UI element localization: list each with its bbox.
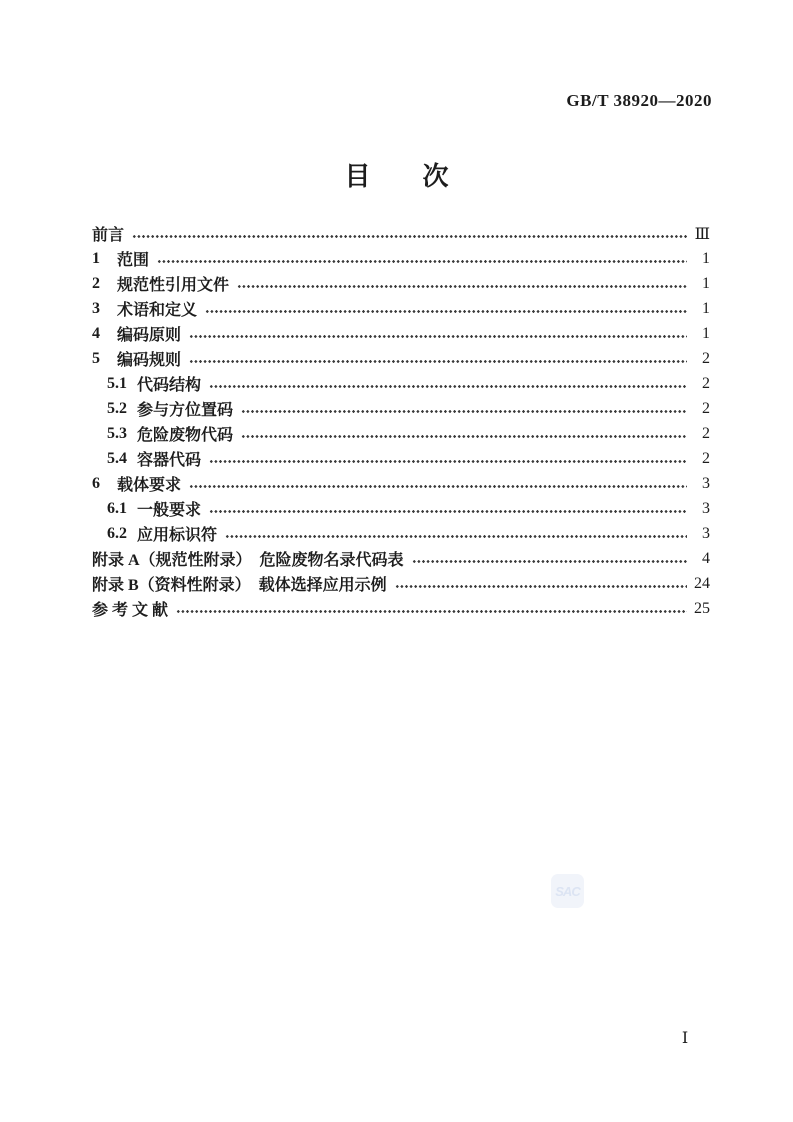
toc-dot-leader: [189, 346, 687, 371]
toc-dot-leader: [395, 571, 687, 596]
toc-entry-page: 1: [702, 274, 710, 292]
toc-entry-number: 1: [92, 249, 100, 267]
toc-dot-leader: [209, 496, 687, 521]
toc-dot-leader: [176, 596, 687, 621]
toc-dot-leader: [237, 271, 687, 296]
toc-entry: [92, 571, 710, 596]
toc-entry: [92, 346, 710, 371]
toc-entry-number: 6.1: [107, 499, 127, 517]
toc-entry-page: 1: [702, 324, 710, 342]
toc-entry-number: 5.4: [107, 449, 127, 467]
toc-dot-leader: [209, 446, 687, 471]
toc-entry: [92, 371, 710, 396]
toc-entry-label: 编码原则: [117, 327, 182, 344]
toc-entry: [92, 496, 710, 521]
toc-entry-page: 3: [702, 499, 710, 517]
toc-dot-leader: [241, 421, 687, 446]
toc-entry-page: 1: [702, 249, 710, 267]
toc-entry-page: 3: [702, 524, 710, 542]
toc-entry-number: 4: [92, 324, 100, 342]
toc-entry: [92, 596, 710, 621]
toc-dot-leader: [209, 371, 687, 396]
toc-entry: [92, 471, 710, 496]
toc-entry-number: 6.2: [107, 524, 127, 542]
toc-entry-page: 25: [694, 599, 710, 617]
sac-watermark-text: SAC: [555, 883, 580, 899]
toc-entry-number: 5.3: [107, 424, 127, 442]
footer-page-number: Ⅰ: [681, 1030, 689, 1047]
toc-dot-leader: [205, 296, 687, 321]
toc-entry-label: 编码规则: [117, 352, 182, 369]
toc-dot-leader: [189, 471, 687, 496]
page-title: 目 次: [344, 161, 449, 191]
toc-entry-label: 一般要求: [137, 502, 202, 519]
toc-entry-page: 24: [694, 574, 710, 592]
toc-dot-leader: [157, 246, 687, 271]
toc-entry: [92, 521, 710, 546]
toc-list: [92, 221, 710, 621]
toc-entry: [92, 396, 710, 421]
toc-entry-page: 2: [702, 349, 710, 367]
sac-watermark-logo: [551, 874, 584, 908]
toc-entry-label: 参与方位置码: [137, 402, 234, 419]
toc-entry-label: 范围: [117, 252, 150, 269]
toc-entry-number: 6: [92, 474, 100, 492]
toc-dot-leader: [225, 521, 687, 546]
toc-entry-label: 前言: [92, 227, 125, 244]
toc-entry: [92, 296, 710, 321]
toc-entry-page: Ⅲ: [694, 225, 710, 243]
toc-entry-page: 1: [702, 299, 710, 317]
standard-code: GB/T 38920—2020: [566, 91, 712, 110]
toc-dot-leader: [189, 321, 687, 346]
toc-entry-number: 5.2: [107, 399, 127, 417]
toc-dot-leader: [241, 396, 687, 421]
toc-entry-page: 3: [702, 474, 710, 492]
toc-entry-page: 2: [702, 399, 710, 417]
toc-entry-label: 容器代码: [137, 452, 202, 469]
toc-entry-number: 5: [92, 349, 100, 367]
toc-entry-page: 4: [702, 549, 710, 567]
toc-entry-label: 载体要求: [117, 477, 182, 494]
toc-entry-label: 应用标识符: [137, 527, 218, 544]
toc-dot-leader: [412, 546, 687, 571]
toc-entry-number: 5.1: [107, 374, 127, 392]
toc-entry-label: 代码结构: [137, 377, 202, 394]
toc-entry-number: 3: [92, 299, 100, 317]
toc-entry: [92, 546, 710, 571]
toc-entry: [92, 446, 710, 471]
toc-entry-label: 规范性引用文件: [117, 277, 230, 294]
toc-entry-label: 术语和定义: [117, 302, 198, 319]
toc-entry-page: 2: [702, 424, 710, 442]
toc-entry-label: 附录 A（规范性附录） 危险废物名录代码表: [92, 552, 404, 569]
toc-dot-leader: [132, 221, 687, 246]
toc-entry-number: 2: [92, 274, 100, 292]
toc-entry: [92, 321, 710, 346]
toc-entry: [92, 421, 710, 446]
toc-entry-label: 参 考 文 献: [92, 602, 169, 619]
toc-entry-label: 危险废物代码: [137, 427, 234, 444]
toc-entry: [92, 221, 710, 246]
toc-entry: [92, 246, 710, 271]
toc-entry-page: 2: [702, 449, 710, 467]
toc-entry-page: 2: [702, 374, 710, 392]
toc-entry-label: 附录 B（资料性附录） 载体选择应用示例: [92, 577, 387, 594]
toc-entry: [92, 271, 710, 296]
